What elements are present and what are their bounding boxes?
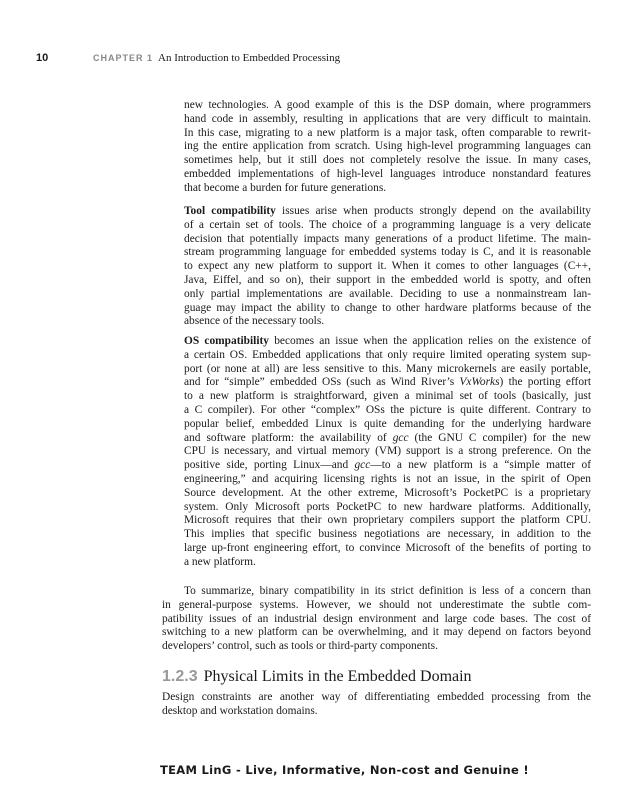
text-run: engineering,” and acquiring licensing rights is not an issue, in the spirit of Open: [184, 472, 591, 485]
text-line: [184, 514, 591, 528]
text-run: and for “simple” embedded OSs (such as Wind River’s: [184, 376, 460, 389]
paragraph-design-constraints: [162, 691, 591, 719]
text-line: [184, 473, 591, 487]
footer-watermark: TEAM LinG - Live, Informative, Non-cost and Genuine !: [160, 763, 529, 777]
text-run: and software platform: the availability of: [184, 431, 393, 444]
text-line: [184, 390, 591, 404]
bold-term: OS compatibility: [184, 335, 269, 347]
text-run: system. Only Microsoft ports PocketPC to new hardware platforms. Additionally,: [184, 500, 591, 513]
text-run: of a certain set of tools. The choice of a programming language is a very delicate: [184, 218, 591, 231]
text-run: port (or none at all) are less sensitive to this. Many microkernels are easily portable,: [184, 362, 591, 375]
text-line: [184, 349, 591, 363]
text-line: [184, 260, 591, 274]
text-line: [184, 363, 591, 377]
text-run: hand code in assembly, resulting in applications that are very difficult to maintain.: [184, 112, 591, 125]
text-run: —to a new platform is a “simple matter of: [370, 459, 591, 472]
text-line: [184, 113, 591, 127]
text-run: ing the entire application from scratch. Using high-level programming languages can: [184, 140, 591, 153]
page-number: 10: [36, 52, 49, 64]
text-line: [162, 691, 591, 705]
text-line: [162, 705, 591, 719]
text-run: to a new platform is straightforward, given a minimal set of tools (basically, just: [184, 390, 591, 403]
text-run: popular belief, embedded Linux is quite demanding for the underlying hardware: [184, 417, 591, 430]
text-line: [162, 585, 591, 599]
text-line: [184, 404, 591, 418]
text-line: [184, 556, 591, 570]
section-number: 1.2.3: [162, 668, 198, 685]
paragraph-os-compatibility: [184, 335, 591, 570]
text-run: CPU is necessary, and virtual memory (VM) support is a strong preference. On the: [184, 445, 591, 458]
text-line: [184, 168, 591, 182]
text-line: [184, 315, 591, 329]
text-run: Source development. At the other extreme, Microsoft’s PocketPC is a proprietary: [184, 486, 591, 499]
text-run: decision that potentially impacts many generations of a product lifetime. The main-: [184, 232, 591, 245]
text-run: ) the porting effort: [499, 376, 591, 389]
text-run: to expect any new platform to support it. When it comes to other languages (C++,: [184, 260, 591, 273]
text-line: [184, 445, 591, 459]
text-line: [184, 459, 591, 473]
text-line: [184, 418, 591, 432]
paragraph-summary: [162, 585, 591, 654]
text-line: [184, 205, 591, 219]
text-run: In this case, migrating to a new platform is a major task, often comparable to rewrit-: [184, 126, 591, 139]
text-line: [184, 432, 591, 446]
text-run: (the GNU C compiler) for the new: [408, 431, 591, 444]
text-run: in general-purpose systems. However, we should not underestimate the subtle com-: [162, 598, 591, 611]
text-line: [184, 154, 591, 168]
text-line: [184, 487, 591, 501]
text-line: [184, 274, 591, 288]
section-title: Physical Limits in the Embedded Domain: [203, 668, 472, 685]
text-run: issues arise when products strongly depend on the availability: [275, 205, 592, 217]
text-run: a certain OS. Embedded applications that only require limited operating system sup-: [184, 348, 591, 361]
paragraph-tool-compatibility: [184, 205, 591, 329]
text-line: [184, 99, 591, 113]
text-run: that become a burden for future generations.: [184, 181, 387, 194]
text-run: patibility issues of an industrial design environment and large code bases. The cost of: [162, 612, 591, 625]
text-line: [162, 613, 591, 627]
text-run: only partial implementations are available. Deciding to use a nonmainstream lan-: [184, 287, 591, 300]
text-line: [184, 542, 591, 556]
italic-term: VxWorks: [459, 376, 500, 389]
text-run: developers’ control, such as tools or third-party components.: [162, 640, 438, 653]
text-line: [184, 127, 591, 141]
italic-term: gcc: [392, 431, 409, 444]
text-run: new technologies. A good example of this is the DSP domain, where programmers: [184, 99, 591, 111]
section-heading: [162, 668, 472, 686]
text-line: [162, 599, 591, 613]
text-line: [184, 288, 591, 302]
text-line: [184, 182, 591, 196]
text-run: guage may impact the ability to change to other hardware platforms because of the: [184, 301, 591, 314]
text-line: [184, 140, 591, 154]
chapter-label: CHAPTER 1: [93, 53, 154, 63]
text-run: desktop and workstation domains.: [162, 704, 318, 717]
text-run: switching to a new platform can be overwhelming, and it may depend on factors beyond: [162, 626, 591, 639]
text-run: positive side, porting Linux—and: [184, 459, 355, 472]
text-run: becomes an issue when the application relies on the existence of: [268, 335, 591, 347]
text-run: Design constraints are another way of differentiating embedded processing from the: [162, 691, 591, 703]
text-run: a new platform.: [184, 555, 256, 568]
text-line: [184, 528, 591, 542]
text-line: [184, 233, 591, 247]
text-run: absence of the necessary tools.: [184, 315, 325, 328]
text-run: sometimes help, but it still does not completely resolve the issue. In many cases,: [184, 154, 591, 167]
text-line: [184, 246, 591, 260]
text-line: [184, 219, 591, 233]
text-line: [184, 335, 591, 349]
text-line: [184, 302, 591, 316]
text-run: a C compiler). For other “complex” OSs the picture is quite different. Contrary to: [184, 403, 591, 416]
chapter-title: An Introduction to Embedded Processing: [158, 52, 341, 64]
text-line: [184, 501, 591, 515]
text-run: Java, Eiffel, and so on), their support in the embedded world is spotty, and often: [184, 273, 591, 286]
text-line: [162, 626, 591, 640]
text-run: Microsoft requires that their own proprietary compilers support the platform CPU.: [184, 514, 591, 527]
text-run: To summarize, binary compatibility in its strict definition is less of a concern than: [184, 585, 591, 597]
bold-term: Tool compatibility: [184, 205, 276, 217]
text-line: [184, 376, 591, 390]
text-run: embedded implementations of high-level languages introduce nonstandard features: [184, 167, 591, 180]
text-run: This implies that specific business negotiations are necessary, in addition to the: [184, 528, 591, 541]
text-run: large up-front engineering effort, to convince Microsoft of the benefits of porting to: [184, 541, 591, 554]
italic-term: gcc: [354, 459, 371, 472]
text-line: [162, 640, 591, 654]
paragraph-intro: [184, 99, 591, 196]
text-run: stream programming language for embedded systems today is C, and it is reasonable: [184, 246, 591, 259]
